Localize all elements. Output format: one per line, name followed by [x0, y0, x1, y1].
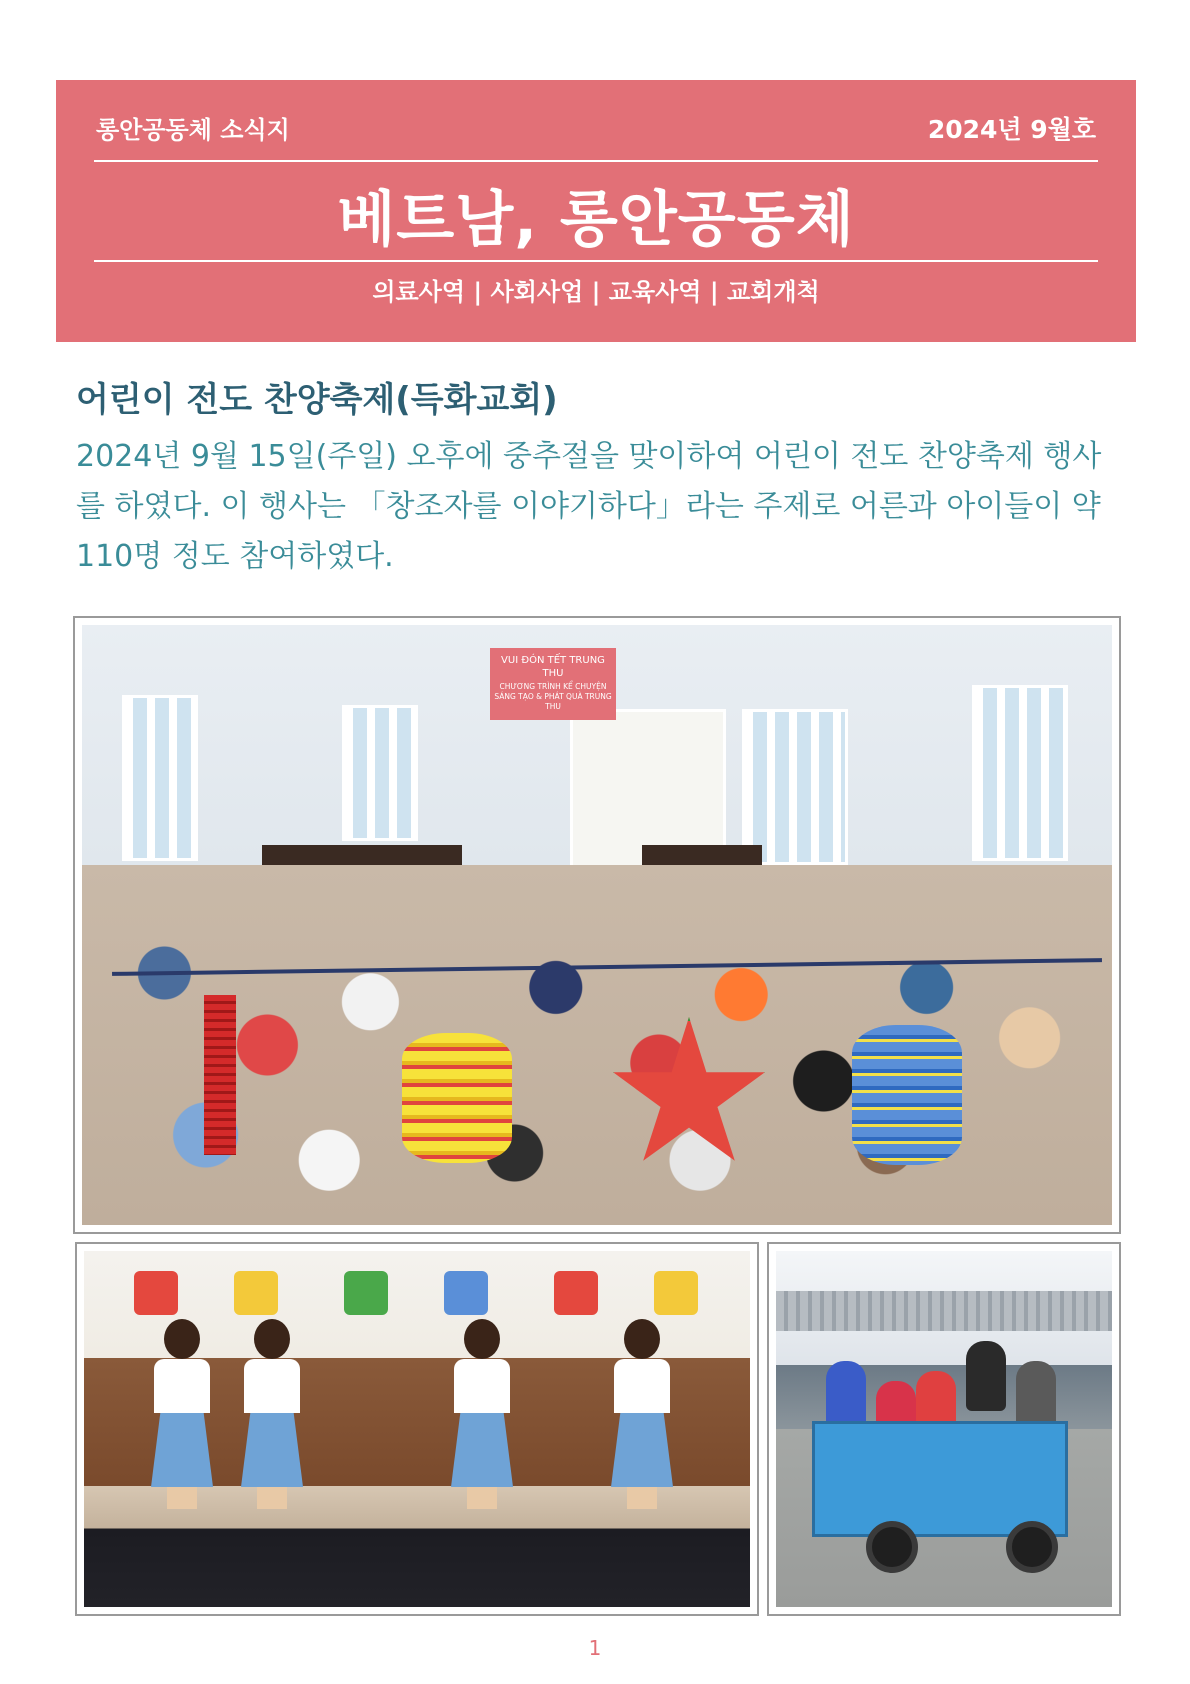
blue-truck-bed	[812, 1421, 1068, 1537]
truck-ride-photo	[776, 1251, 1112, 1607]
window-right	[972, 685, 1068, 861]
festival-hall-photo	[82, 625, 1112, 1225]
window-center-right	[742, 709, 848, 865]
article-body: 2024년 9월 15일(주일) 오후에 중추절을 맞이하여 어린이 전도 찬양축제 행사를 하였다. 이 행사는 「창조자를 이야기하다」라는 주제로 어른과 아이들이 약 110명 정도 참여하였다.	[76, 439, 1102, 574]
child	[966, 1341, 1006, 1411]
dancer	[614, 1319, 670, 1509]
blue-lantern	[852, 1025, 962, 1165]
window-left	[122, 695, 198, 861]
shed-roof	[776, 1291, 1112, 1331]
event-sign	[490, 648, 616, 720]
stage-decoration	[234, 1271, 278, 1315]
event-sign-subtitle: CHƯƠNG TRÌNH KỂ CHUYỆN SÁNG TẠO & PHÁT QUÀ TRUNG THU	[494, 682, 612, 711]
dancer	[154, 1319, 210, 1509]
header-banner	[56, 80, 1136, 342]
newsletter-title: 베트남, 롱안공동체	[337, 185, 855, 255]
event-sign-title: VUI ĐÓN TẾT TRUNG THU	[501, 655, 605, 679]
issue-date: 2024년 9월호	[927, 115, 1096, 144]
window-blue	[342, 705, 418, 841]
stage-decoration	[444, 1271, 488, 1315]
dancer	[244, 1319, 300, 1509]
red-lantern	[204, 995, 236, 1155]
banner-topline	[96, 110, 1096, 144]
dancer	[454, 1319, 510, 1509]
newsletter-name: 롱안공동체 소식지	[96, 116, 290, 144]
photo-frame-main	[73, 616, 1121, 1234]
photo-frame-dance	[75, 1242, 759, 1616]
article-title: 어린이 전도 찬양축제(득화교회)	[76, 380, 558, 420]
banner-divider-top	[94, 160, 1098, 162]
photo-frame-truck	[767, 1242, 1121, 1616]
stage-decoration	[344, 1271, 388, 1315]
stage-decoration	[134, 1271, 178, 1315]
dance-performance-photo	[84, 1251, 750, 1607]
page-number: 1	[588, 1636, 602, 1660]
truck-wheel	[1006, 1521, 1058, 1573]
truck-wheel	[866, 1521, 918, 1573]
ministries-list: 의료사역 | 사회사업 | 교육사역 | 교회개척	[372, 278, 820, 306]
yellow-lantern	[402, 1033, 512, 1163]
stage-decoration	[554, 1271, 598, 1315]
banner-divider-bottom	[94, 260, 1098, 262]
stage-decoration	[654, 1271, 698, 1315]
